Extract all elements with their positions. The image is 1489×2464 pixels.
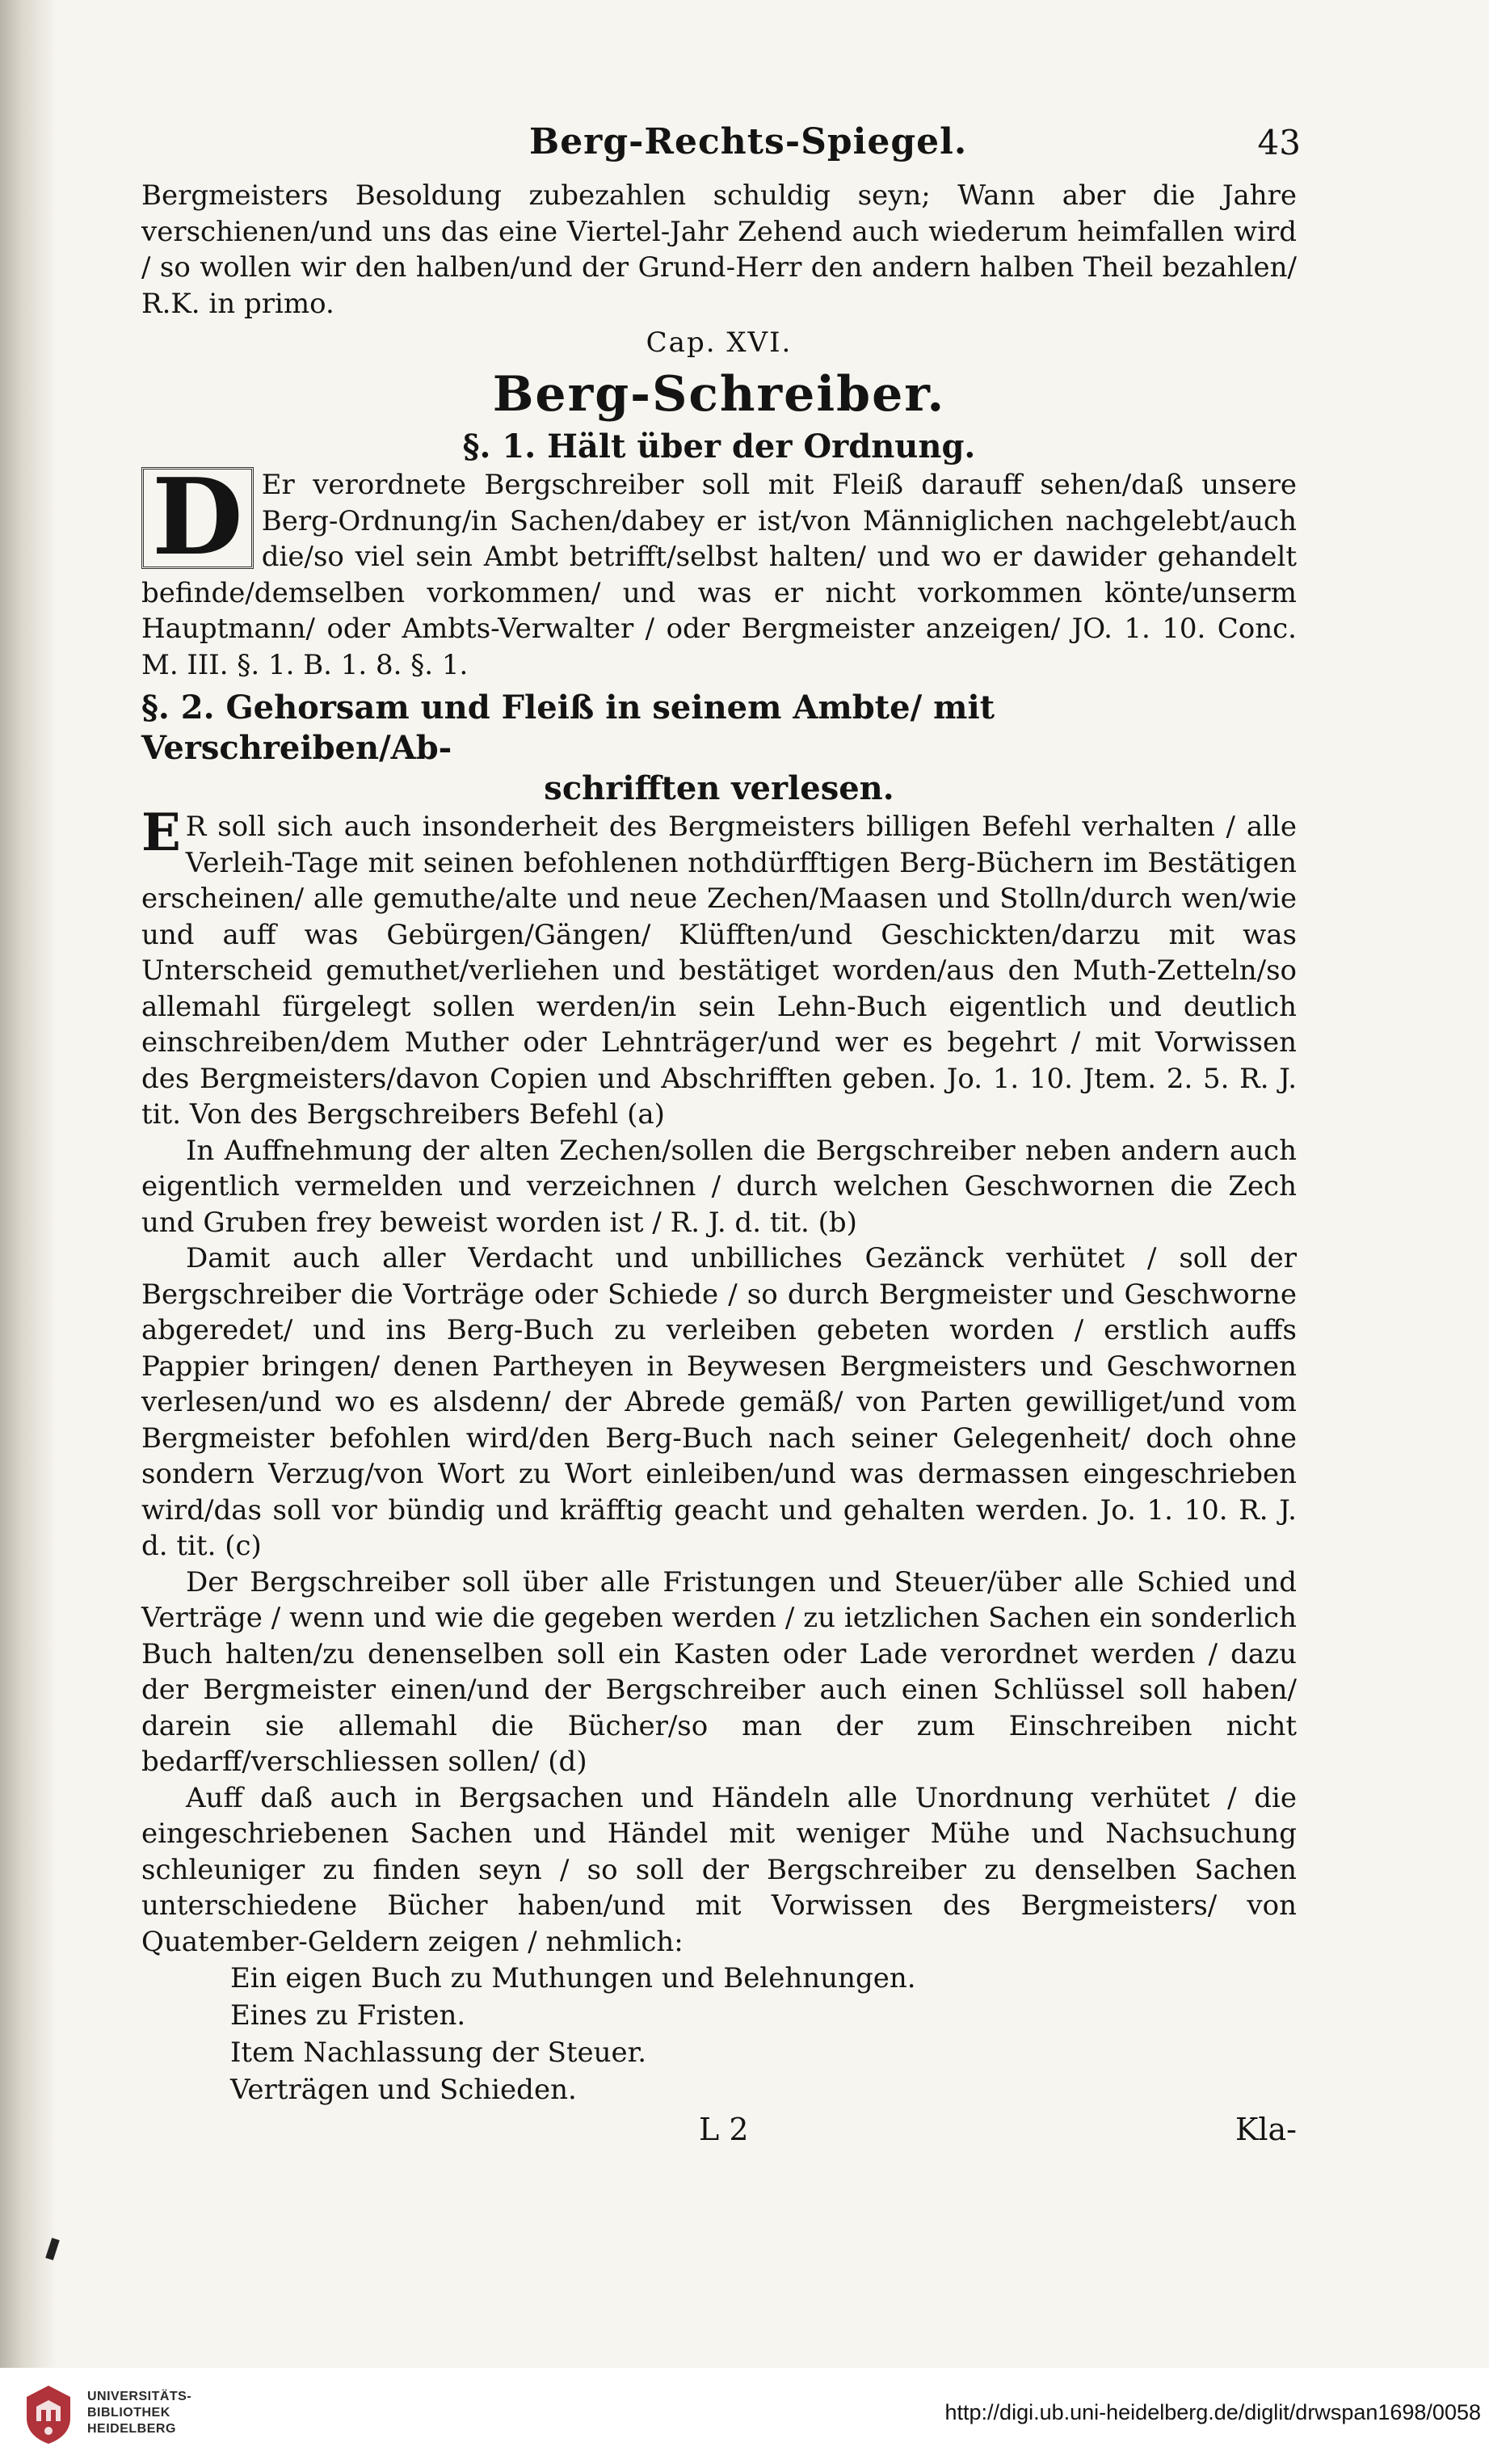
chapter-number: Cap. XVI. (646, 326, 793, 359)
section-2-paragraph-3: Damit auch aller Verdacht und unbilliches Gezänck verhütet / soll der Bergschreiber die Vorträge oder Schiede / so durch Bergmeister und Geschworne abgeredet/ und ins Berg-Buch zu verleiben gebeten worden / erstlich auffs Pappier bringen/ denen Partheyen in Beywesen Bergmeisters und Geschwornen verlesen/und wo es alsdenn/ der Abrede gemäß/ von Parten gewilliget/und vom Bergmeister befohlen wird/den Berg-Buch nach seiner Gelegenheit/ doch ohne sondern Verzug/von Wort zu Wort einleiben/und was dermassen eingeschrieben wird/das soll vor bündig und kräfftig geacht und gehalten werden. Jo. 1. 10. R. J. d. tit. (c) (141, 1242, 1297, 1562)
binding-shadow (0, 0, 57, 2368)
library-footer-bar (0, 2368, 1489, 2464)
section-1-heading: §. 1. Hält über der Ordnung. (462, 428, 976, 465)
section-2-paragraph-4: Der Bergschreiber soll über alle Fristungen und Steuer/über alle Schied und Verträge / wenn und wie die gegeben werden / zu ietzlichen Sachen ein sonderlich Buch halten/zu denenselben soll ein Kasten oder Lade verordnet werden / dazu der Bergmeister einen/und der Bergschreiber auch einen Schlüssel soll haben/ darein sie allemahl die Bücher/so man der zum Einschreiben nicht bedarff/verschliessen sollen/ (d) (141, 1565, 1297, 1778)
source-url-link[interactable]: http://digi.ub.uni-heidelberg.de/diglit/drwspan1698/0058 (944, 2400, 1481, 2424)
drop-cap-initial: E (141, 802, 181, 863)
library-name: UNIVERSITÄTS- BIBLIOTHEK HEIDELBERG (87, 2390, 192, 2436)
list-item: Eines zu Fristen. (230, 1999, 466, 2032)
catchword: Kla- (1235, 2112, 1297, 2147)
paragraph-text: R soll sich auch insonderheit des Bergmeisters billigen Befehl verhalten / alle Verleih-Tage mit seinen befohlenen nothdürfftigen Berg-Büchern im Bestätigen erscheinen/ alle gemuthe/alte und neue Zechen/Maasen und Stolln/durch wen/wie und auff was Gebürgen/Gängen/ Klüfften/und Geschickten/darzu mit was Unterscheid gemuthet/verliehen und bestätiget worden/aus den Muth-Zetteln/so allemahl fürgelegt sollen werden/in sein Lehn-Buch eigentlich und deutlich einschreiben/dem Muther oder Lehnträger/und wer es begehrt / mit Vorwissen des Bergmeisters/davon Copien und Abschrifften geben. Jo. 1. 10. Jtem. 2. 5. R. J. tit. Von des Bergschreibers Befehl (a) (141, 811, 1297, 1131)
section-2-heading: §. 2. Gehorsam und Fleiß in seinem Ambte/ mit Verschreiben/Ab- (141, 689, 995, 767)
page-header (141, 121, 1301, 178)
page-number: 43 (1257, 123, 1301, 162)
university-seal-icon (20, 2382, 77, 2447)
intro-paragraph: Bergmeisters Besoldung zubezahlen schuldig seyn; Wann aber die Jahre verschienen/und uns das eine Viertel-Jahr Zehend auch wiederum heimfallen wird / so wollen wir den halben/und der Grund-Herr den andern halben Theil bezahlen/ R.K. in primo. (141, 179, 1297, 320)
drop-cap-initial: D (141, 467, 254, 569)
section-1-text: Er verordnete Bergschreiber soll mit Fleiß darauff sehen/daß unsere Berg-Ordnung/in Sachen/dabey er ist/von Männiglichen nachgelebt/auch die/so viel sein Ambt betrifft/selbst halten/ und wo er dawider gehandelt befinde/demselben vorkommen/ und was er nicht vorkommen könte/unserm Hauptmann/ oder Ambts-Verwalter / oder Bergmeister anzeigen/ JO. 1. 10. Conc. M. III. §. 1. B. 1. 8. §. 1. (141, 469, 1297, 681)
section-1-paragraph (141, 455, 1297, 683)
section-2-paragraph-5: Auff daß auch in Bergsachen und Händeln alle Unordnung verhütet / die eingeschriebenen Sachen und Händel mit weniger Mühe und Nachsuchung schleuniger zu finden seyn / so soll der Bergschreiber zu denselben Sachen unterschiedene Bücher haben/und mit Vorwissen des Bergmeisters/ von Quatember-Geldern zeigen / nehmlich: (141, 1781, 1297, 1958)
section-2-heading-continued: schrifften verlesen. (544, 769, 894, 807)
list-item: Verträgen und Schieden. (230, 2074, 577, 2106)
page-footer (141, 2112, 1297, 2160)
list-item: Item Nachlassung der Steuer. (230, 2036, 646, 2069)
signature-mark: L 2 (699, 2112, 749, 2147)
page-body (141, 121, 1301, 2160)
list-item: Ein eigen Buch zu Muthungen und Belehnungen. (230, 1962, 916, 1994)
chapter-title: Berg-Schreiber. (492, 366, 946, 423)
section-2-paragraph-2: In Auffnehmung der alten Zechen/sollen die Bergschreiber neben andern auch eigentlich vermelden und verzeichnen / durch welchen Geschwornen die Zech und Gruben frey beweist worden ist / R. J. d. tit. (b) (141, 1134, 1297, 1239)
section-2-paragraph-1 (141, 802, 1297, 1133)
book-list (230, 1960, 1297, 2108)
running-head: Berg-Rechts-Spiegel. (529, 121, 968, 162)
